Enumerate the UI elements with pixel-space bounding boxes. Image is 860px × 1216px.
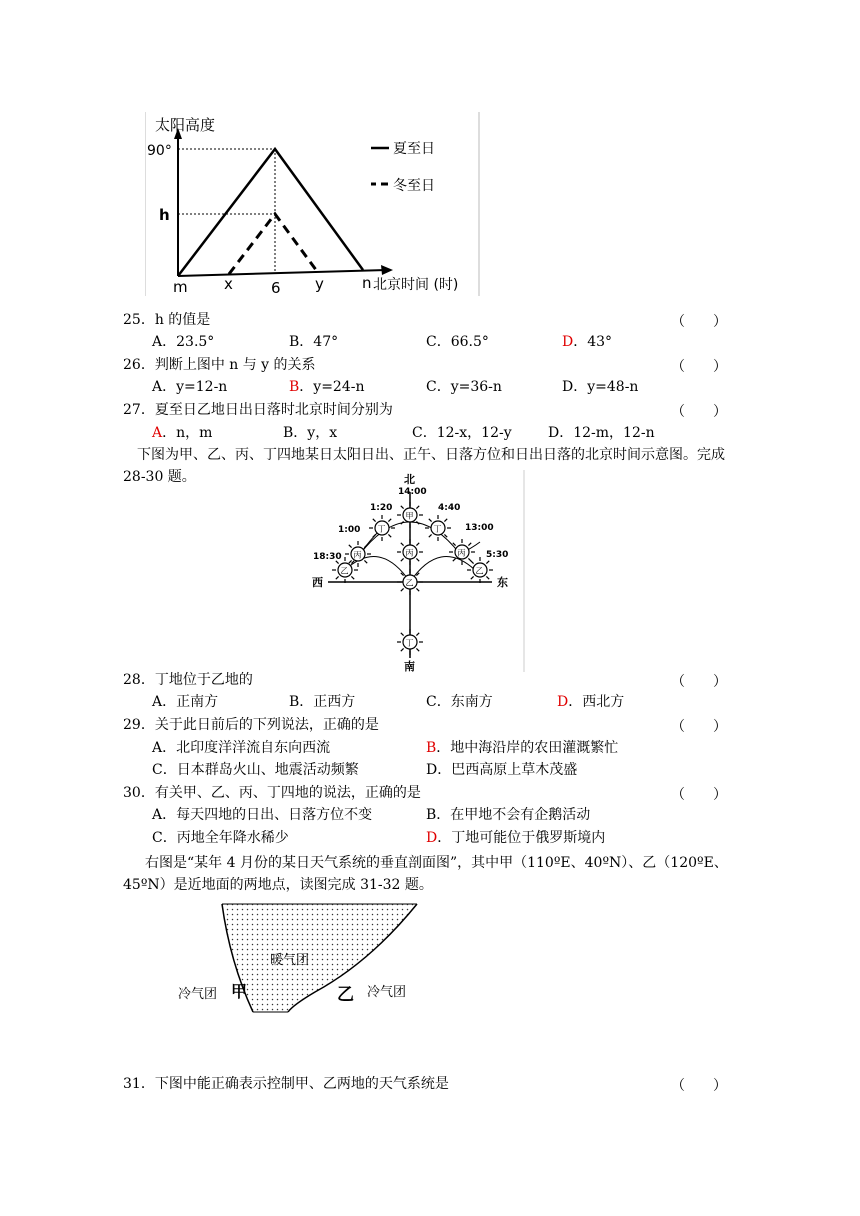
figure-sun-positions: [300, 470, 530, 672]
legend-summer: 夏至日: [393, 141, 435, 157]
sun-jia-north: [397, 502, 423, 528]
label-jia: 甲: [231, 982, 248, 1001]
sun-ding-northeast: [425, 515, 451, 541]
q27-option-a[interactable]: A．n，m: [152, 425, 213, 441]
label-warm-air-mass: 暖气团: [270, 953, 310, 968]
q27-option-c[interactable]: C．12-x，12-y: [412, 425, 512, 441]
svg-text:丁: 丁: [377, 524, 386, 534]
summer-solstice-line: [178, 149, 363, 276]
q30-option-a[interactable]: A．每天四地的日出、日落方位不变: [152, 807, 373, 823]
sun-position-diagram: [300, 470, 530, 672]
intro-28-30: 下图为甲、乙、丙、丁四地某日太阳日出、正午、日落方位和日出日落的北京时间示意图。完成 28-30 题。: [123, 447, 725, 485]
q27-option-b[interactable]: B．y，x: [283, 425, 338, 441]
q29-option-b[interactable]: B．地中海沿岸的农田灌溉繁忙: [426, 740, 619, 756]
x-axis: [178, 270, 385, 276]
svg-text:乙: 乙: [340, 566, 349, 576]
figure-solar-altitude: [145, 112, 481, 296]
q30-option-c[interactable]: C．丙地全年降水稀少: [152, 830, 289, 846]
svg-text:丙: 丙: [405, 548, 414, 558]
question-29-answer-blank: （ ）: [671, 719, 727, 735]
q28-option-d[interactable]: D．西北方: [557, 694, 625, 710]
q25-option-b[interactable]: B．47°: [289, 334, 339, 350]
q26-option-d[interactable]: D．y=48-n: [562, 379, 639, 395]
svg-text:甲: 甲: [405, 511, 414, 521]
q25-option-a[interactable]: A．23.5°: [152, 334, 215, 350]
winter-solstice-line: [229, 214, 319, 274]
figure-front-section: [165, 902, 425, 1022]
question-27-answer-blank: （ ）: [671, 404, 727, 420]
question-25-answer-blank: （ ）: [671, 314, 727, 330]
solar-altitude-chart: [145, 112, 481, 296]
question-26-stem: 26．判断上图中 n 与 y 的关系: [123, 357, 316, 373]
x-label-n: n: [362, 274, 372, 292]
label-yi: 乙: [337, 985, 354, 1005]
label-h: h: [159, 206, 170, 224]
q26-option-b[interactable]: B．y=24-n: [289, 379, 365, 395]
q28-option-c[interactable]: C．东南方: [426, 694, 493, 710]
q29-option-c[interactable]: C．日本群岛火山、地震活动频繁: [152, 762, 359, 778]
svg-text:丁: 丁: [433, 524, 442, 534]
q29-option-d[interactable]: D．巴西高原上草木茂盛: [426, 762, 578, 778]
sun-yi-west: [332, 557, 358, 583]
q25-option-c[interactable]: C．66.5°: [426, 334, 489, 350]
x-axis-title: 北京时间 (时): [373, 277, 459, 293]
question-30-answer-blank: （ ）: [671, 787, 727, 803]
svg-text:丙: 丙: [457, 548, 466, 558]
q28-option-b[interactable]: B．正西方: [289, 694, 356, 710]
x-label-y: y: [315, 275, 324, 293]
label-west: 西: [312, 576, 323, 589]
svg-text:乙: 乙: [475, 566, 484, 576]
q25-option-d[interactable]: D．43°: [562, 334, 613, 350]
svg-text:丁: 丁: [405, 638, 414, 648]
label-cold-air-mass-left: 冷气团: [178, 987, 218, 1002]
front-section-diagram: [165, 902, 425, 1022]
sun-ding-south: [397, 629, 423, 655]
question-28-stem: 28．丁地位于乙地的: [123, 672, 253, 688]
time-0120: 1:20: [370, 503, 393, 513]
question-30-stem: 30．有关甲、乙、丙、丁四地的说法，正确的是: [123, 785, 421, 801]
legend-winter: 冬至日: [393, 178, 435, 194]
time-0440: 4:40: [438, 503, 461, 513]
sun-bing-west: [345, 541, 371, 567]
q27-option-d[interactable]: D．12-m，12-n: [548, 425, 655, 441]
sun-yi-east: [467, 557, 493, 583]
x-label-m: m: [173, 278, 188, 296]
time-1400: 14:00: [398, 487, 427, 497]
q30-option-d[interactable]: D．丁地可能位于俄罗斯境内: [426, 830, 606, 846]
q26-option-c[interactable]: C．y=36-n: [426, 379, 502, 395]
question-25-stem: 25．h 的值是: [123, 312, 211, 328]
question-31-stem: 31．下图中能正确表示控制甲、乙两地的天气系统是: [123, 1076, 449, 1092]
question-26-answer-blank: （ ）: [671, 359, 727, 375]
label-cold-air-mass-right: 冷气团: [367, 985, 407, 1000]
q29-option-a[interactable]: A．北印度洋洋流自东向西流: [152, 740, 331, 756]
time-1830: 18:30: [313, 552, 342, 562]
svg-text:丙: 丙: [353, 550, 362, 560]
label-east: 东: [497, 576, 508, 589]
label-south: 南: [404, 660, 415, 672]
sun-yi-center: [397, 569, 423, 595]
question-27-stem: 27．夏至日乙地日出日落时北京时间分别为: [123, 402, 393, 418]
question-29-stem: 29．关于此日前后的下列说法，正确的是: [123, 717, 379, 733]
x-label-x: x: [224, 275, 233, 293]
q26-option-a[interactable]: A．y=12-n: [152, 379, 228, 395]
time-0100: 1:00: [338, 525, 361, 535]
q28-option-a[interactable]: A．正南方: [152, 694, 219, 710]
sun-bing-center: [397, 539, 423, 565]
label-north: 北: [404, 473, 415, 486]
sun-ding-northwest: [369, 515, 395, 541]
question-28-answer-blank: （ ）: [671, 674, 727, 690]
time-0530: 5:30: [486, 550, 509, 560]
question-31-answer-blank: （ ）: [671, 1078, 727, 1094]
x-label-6: 6: [271, 279, 281, 296]
time-1300: 13:00: [465, 523, 494, 533]
y-axis-title: 太阳高度: [155, 116, 216, 134]
svg-text:乙: 乙: [405, 578, 414, 588]
q30-option-b[interactable]: B．在甲地不会有企鹅活动: [426, 807, 591, 823]
intro-31-32: 右图是“某年 4 月份的某日天气系统的垂直剖面图”，其中甲（110ºE、40ºN）、乙（120ºE、45ºN）是近地面的两地点，读图完成 31-32 题。: [123, 855, 728, 893]
label-90: 90°: [147, 143, 172, 159]
